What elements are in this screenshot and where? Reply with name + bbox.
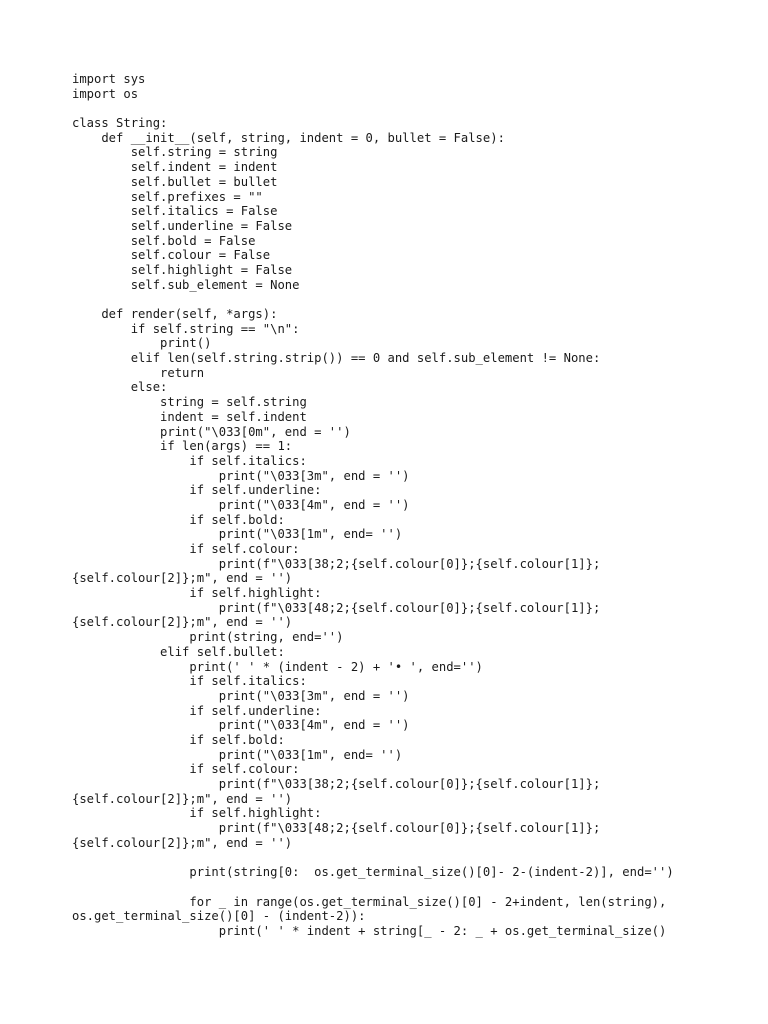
code-line: print("\033[1m", end= '') bbox=[72, 747, 403, 762]
code-line: print("\033[3m", end = '') bbox=[72, 688, 410, 703]
code-line: if self.bold: bbox=[72, 512, 285, 527]
code-line: self.string = string bbox=[72, 145, 278, 160]
code-line: else: bbox=[72, 380, 168, 395]
code-line: if self.underline: bbox=[72, 483, 322, 498]
code-line: self.highlight = False bbox=[72, 262, 293, 277]
code-line: {self.colour[2]};m", end = '') bbox=[72, 835, 293, 850]
code-line: def __init__(self, string, indent = 0, bullet = False): bbox=[72, 130, 505, 145]
code-line: print(f"\033[38;2;{self.colour[0]};{self.colour[1]}; bbox=[72, 777, 601, 791]
code-line bbox=[72, 880, 732, 895]
code-line: {self.colour[2]};m", end = '') bbox=[72, 571, 293, 586]
code-line: print("\033[1m", end= '') bbox=[72, 527, 403, 542]
code-line: import os bbox=[72, 86, 139, 101]
code-line: return bbox=[72, 365, 205, 380]
code-line: if self.colour: bbox=[72, 542, 300, 556]
code-line: print("\033[3m", end = '') bbox=[72, 468, 410, 483]
code-line: self.underline = False bbox=[72, 218, 293, 233]
code-line: self.sub_element = None bbox=[72, 277, 300, 292]
code-line: if len(args) == 1: bbox=[72, 439, 293, 454]
code-line: os.get_terminal_size()[0] - (indent-2)): bbox=[72, 909, 366, 924]
code-line: if self.highlight: bbox=[72, 586, 322, 601]
code-line: if self.highlight: bbox=[72, 806, 322, 821]
code-line: print(string[0: os.get_terminal_size()[0]- 2-(indent-2)], end='') bbox=[72, 865, 674, 880]
code-line: if self.underline: bbox=[72, 703, 322, 718]
code-line: if self.bold: bbox=[72, 732, 285, 747]
code-line: print(' ' * indent + string[_ - 2: _ + os.get_terminal_size() bbox=[72, 923, 667, 938]
code-line: self.bullet = bullet bbox=[72, 174, 278, 189]
code-line: for _ in range(os.get_terminal_size()[0] - 2+indent, len(string), bbox=[72, 894, 667, 909]
code-line: self.prefixes = "" bbox=[72, 189, 263, 204]
code-line: if self.colour: bbox=[72, 762, 300, 777]
code-line: indent = self.indent bbox=[72, 409, 307, 424]
code-line: print(f"\033[48;2;{self.colour[0]};{self.colour[1]}; bbox=[72, 600, 601, 615]
code-listing bbox=[72, 72, 732, 939]
code-line: print("\033[0m", end = '') bbox=[72, 424, 351, 439]
code-line: def render(self, *args): bbox=[72, 307, 278, 321]
code-line: string = self.string bbox=[72, 395, 307, 410]
code-line: if self.italics: bbox=[72, 674, 307, 689]
code-line: elif len(self.string.strip()) == 0 and self.sub_element != None: bbox=[72, 351, 601, 366]
code-line: import sys bbox=[72, 72, 146, 86]
code-line: print("\033[4m", end = '') bbox=[72, 718, 410, 733]
code-line: print(string, end='') bbox=[72, 630, 344, 645]
code-line: class String: bbox=[72, 116, 168, 131]
code-line: print() bbox=[72, 336, 212, 351]
code-line: print(f"\033[48;2;{self.colour[0]};{self.colour[1]}; bbox=[72, 821, 601, 836]
code-line bbox=[72, 101, 732, 116]
code-line: print(f"\033[38;2;{self.colour[0]};{self.colour[1]}; bbox=[72, 556, 601, 571]
code-line: print(' ' * (indent - 2) + '• ', end='') bbox=[72, 659, 483, 674]
code-line: elif self.bullet: bbox=[72, 644, 285, 659]
code-line: if self.string == "\n": bbox=[72, 321, 300, 336]
code-line bbox=[72, 850, 732, 865]
code-line: self.italics = False bbox=[72, 204, 278, 219]
code-line: print("\033[4m", end = '') bbox=[72, 497, 410, 512]
code-line: self.indent = indent bbox=[72, 160, 278, 175]
code-line: self.colour = False bbox=[72, 248, 271, 263]
code-line: self.bold = False bbox=[72, 233, 256, 248]
code-line: {self.colour[2]};m", end = '') bbox=[72, 791, 293, 806]
code-line: if self.italics: bbox=[72, 453, 307, 468]
code-line: {self.colour[2]};m", end = '') bbox=[72, 615, 293, 630]
code-line bbox=[72, 292, 732, 307]
